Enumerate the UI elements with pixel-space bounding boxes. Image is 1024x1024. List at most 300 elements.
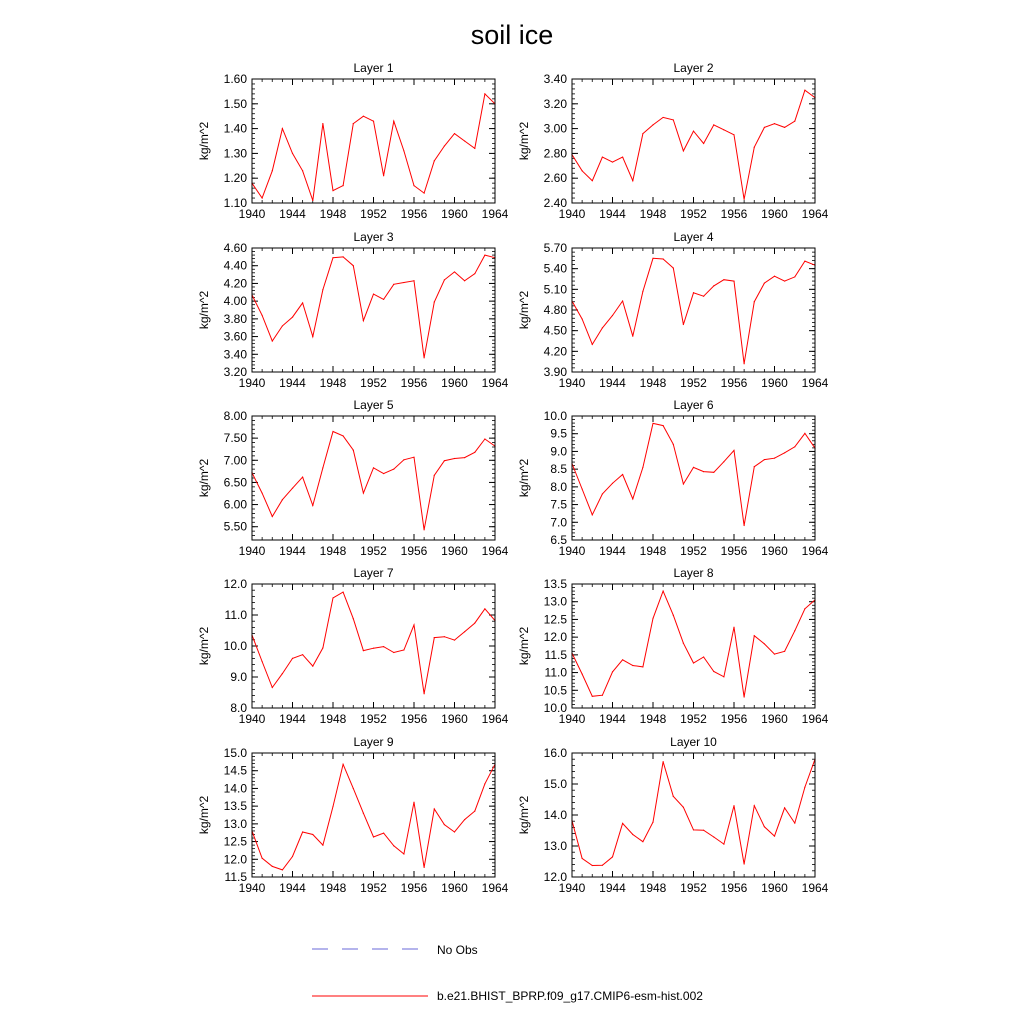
data-point bbox=[642, 666, 643, 667]
y-tick-label: 12.0 bbox=[543, 630, 567, 645]
data-point bbox=[764, 283, 765, 284]
y-tick-label: 16.0 bbox=[543, 746, 567, 760]
data-point bbox=[332, 190, 333, 191]
x-tick-label: 1960 bbox=[441, 544, 468, 558]
y-tick-label: 5.40 bbox=[543, 261, 567, 276]
data-point bbox=[282, 128, 283, 129]
y-tick-label: 2.80 bbox=[543, 146, 567, 161]
data-point bbox=[454, 271, 455, 272]
data-point bbox=[343, 256, 344, 257]
y-tick-label: 4.60 bbox=[223, 241, 247, 255]
data-point bbox=[444, 279, 445, 280]
data-point bbox=[713, 836, 714, 837]
data-point bbox=[693, 467, 694, 468]
y-tick-label: 10.0 bbox=[543, 409, 567, 423]
x-tick-label: 1944 bbox=[279, 712, 306, 726]
x-tick-label: 1948 bbox=[639, 881, 667, 895]
data-point bbox=[663, 590, 664, 591]
data-point bbox=[673, 119, 674, 120]
x-tick-label: 1940 bbox=[558, 376, 586, 390]
data-point bbox=[652, 618, 653, 619]
data-point bbox=[353, 788, 354, 789]
data-point bbox=[343, 185, 344, 186]
data-point bbox=[302, 477, 303, 478]
data-point bbox=[723, 129, 724, 130]
data-point bbox=[794, 630, 795, 631]
data-point bbox=[673, 796, 674, 797]
data-point bbox=[582, 488, 583, 489]
x-tick-label: 1940 bbox=[558, 544, 586, 558]
x-tick-label: 1940 bbox=[238, 881, 266, 895]
x-tick-label: 1964 bbox=[481, 712, 509, 726]
y-axis-label: kg/m^2 bbox=[197, 626, 211, 666]
x-tick-label: 1944 bbox=[599, 712, 626, 726]
data-point bbox=[262, 492, 263, 493]
data-point bbox=[332, 806, 333, 807]
layer-panel-6 bbox=[517, 398, 829, 558]
data-point bbox=[464, 280, 465, 281]
data-point bbox=[622, 300, 623, 301]
data-point bbox=[784, 127, 785, 128]
data-point bbox=[282, 499, 283, 500]
x-tick-label: 1960 bbox=[761, 544, 788, 558]
layer-panel-10 bbox=[517, 735, 829, 895]
data-point bbox=[282, 869, 283, 870]
x-tick-label: 1948 bbox=[319, 712, 347, 726]
y-axis-label: kg/m^2 bbox=[197, 458, 211, 498]
data-point bbox=[292, 856, 293, 857]
data-point bbox=[403, 649, 404, 650]
data-point bbox=[713, 124, 714, 125]
plot-frame bbox=[572, 79, 815, 203]
y-tick-label: 3.20 bbox=[223, 365, 247, 379]
data-point bbox=[632, 336, 633, 337]
data-point bbox=[602, 865, 603, 866]
data-point bbox=[474, 148, 475, 149]
plot-frame bbox=[252, 584, 495, 708]
x-tick-label: 1948 bbox=[319, 207, 347, 221]
plot-frame bbox=[252, 79, 495, 203]
panel-title: Layer 7 bbox=[353, 566, 394, 580]
plot-frame bbox=[252, 416, 495, 540]
series-line bbox=[572, 591, 815, 697]
data-point bbox=[592, 180, 593, 181]
x-tick-label: 1952 bbox=[360, 881, 387, 895]
data-point bbox=[592, 514, 593, 515]
data-point bbox=[282, 325, 283, 326]
data-point bbox=[272, 687, 273, 688]
series-line bbox=[252, 255, 495, 358]
data-point bbox=[592, 696, 593, 697]
data-point bbox=[393, 121, 394, 122]
x-tick-label: 1960 bbox=[441, 207, 468, 221]
x-tick-label: 1948 bbox=[319, 376, 347, 390]
data-point bbox=[272, 340, 273, 341]
data-point bbox=[302, 170, 303, 171]
data-point bbox=[434, 160, 435, 161]
x-tick-label: 1956 bbox=[720, 544, 748, 558]
plot-frame bbox=[572, 416, 815, 540]
data-point bbox=[784, 452, 785, 453]
y-tick-label: 1.10 bbox=[223, 196, 247, 210]
data-point bbox=[774, 458, 775, 459]
data-point bbox=[602, 493, 603, 494]
data-point bbox=[393, 469, 394, 470]
data-point bbox=[464, 140, 465, 141]
panel-title: Layer 8 bbox=[673, 566, 714, 580]
data-point bbox=[302, 302, 303, 303]
data-point bbox=[353, 265, 354, 266]
data-point bbox=[794, 822, 795, 823]
data-point bbox=[784, 280, 785, 281]
data-point bbox=[642, 467, 643, 468]
data-point bbox=[413, 624, 414, 625]
data-point bbox=[794, 446, 795, 447]
data-point bbox=[373, 293, 374, 294]
data-point bbox=[703, 143, 704, 144]
data-point bbox=[754, 466, 755, 467]
data-point bbox=[693, 292, 694, 293]
y-tick-label: 3.90 bbox=[543, 365, 567, 379]
data-point bbox=[693, 829, 694, 830]
x-tick-label: 1940 bbox=[558, 881, 586, 895]
data-point bbox=[673, 267, 674, 268]
data-point bbox=[302, 654, 303, 655]
data-point bbox=[723, 676, 724, 677]
data-point bbox=[612, 671, 613, 672]
series-line bbox=[572, 90, 815, 199]
data-point bbox=[393, 845, 394, 846]
data-point bbox=[754, 147, 755, 148]
data-point bbox=[582, 170, 583, 171]
data-point bbox=[693, 662, 694, 663]
data-point bbox=[804, 90, 805, 91]
data-point bbox=[383, 299, 384, 300]
data-point bbox=[413, 457, 414, 458]
data-point bbox=[622, 474, 623, 475]
data-point bbox=[322, 289, 323, 290]
y-tick-label: 8.5 bbox=[550, 462, 567, 477]
data-point bbox=[383, 646, 384, 647]
data-point bbox=[474, 811, 475, 812]
y-tick-label: 15.0 bbox=[223, 746, 247, 760]
data-point bbox=[484, 608, 485, 609]
data-point bbox=[444, 145, 445, 146]
data-point bbox=[454, 640, 455, 641]
y-tick-label: 4.20 bbox=[543, 344, 567, 359]
data-point bbox=[774, 835, 775, 836]
legend-label-no-obs: No Obs bbox=[437, 943, 478, 957]
x-tick-label: 1952 bbox=[680, 376, 707, 390]
data-point bbox=[353, 618, 354, 619]
series-line bbox=[572, 258, 815, 363]
y-tick-label: 12.5 bbox=[223, 834, 247, 849]
data-point bbox=[744, 863, 745, 864]
data-point bbox=[673, 615, 674, 616]
x-tick-label: 1944 bbox=[279, 207, 306, 221]
y-tick-label: 12.0 bbox=[223, 852, 247, 867]
y-axis-label: kg/m^2 bbox=[517, 290, 531, 330]
x-tick-label: 1952 bbox=[680, 712, 707, 726]
data-point bbox=[764, 127, 765, 128]
data-point bbox=[292, 153, 293, 154]
panel-title: Layer 9 bbox=[353, 735, 394, 749]
data-point bbox=[262, 197, 263, 198]
x-tick-label: 1960 bbox=[441, 712, 468, 726]
data-point bbox=[332, 597, 333, 598]
data-point bbox=[444, 824, 445, 825]
data-point bbox=[652, 822, 653, 823]
data-point bbox=[642, 291, 643, 292]
data-point bbox=[322, 647, 323, 648]
data-point bbox=[713, 472, 714, 473]
data-point bbox=[733, 805, 734, 806]
data-point bbox=[723, 461, 724, 462]
y-tick-label: 2.60 bbox=[543, 171, 567, 186]
x-tick-label: 1956 bbox=[720, 881, 748, 895]
data-point bbox=[754, 301, 755, 302]
x-tick-label: 1944 bbox=[599, 544, 626, 558]
data-point bbox=[612, 483, 613, 484]
y-tick-label: 12.0 bbox=[543, 870, 567, 884]
data-point bbox=[683, 483, 684, 484]
data-point bbox=[804, 260, 805, 261]
x-tick-label: 1948 bbox=[639, 544, 667, 558]
y-tick-label: 10.5 bbox=[543, 683, 567, 698]
y-tick-label: 11.5 bbox=[224, 870, 247, 884]
y-tick-label: 13.0 bbox=[223, 816, 247, 831]
x-tick-label: 1956 bbox=[720, 712, 748, 726]
x-tick-label: 1956 bbox=[400, 544, 428, 558]
data-point bbox=[622, 659, 623, 660]
x-tick-label: 1944 bbox=[279, 544, 306, 558]
data-point bbox=[632, 834, 633, 835]
data-point bbox=[292, 316, 293, 317]
x-tick-label: 1944 bbox=[599, 376, 626, 390]
panel-title: Layer 2 bbox=[673, 61, 714, 75]
y-tick-label: 7.00 bbox=[223, 453, 247, 468]
y-tick-label: 3.20 bbox=[543, 96, 567, 111]
data-point bbox=[424, 693, 425, 694]
y-tick-label: 8.0 bbox=[230, 701, 247, 715]
y-tick-label: 2.40 bbox=[543, 196, 567, 210]
data-point bbox=[363, 650, 364, 651]
y-axis-label: kg/m^2 bbox=[197, 290, 211, 330]
data-point bbox=[383, 175, 384, 176]
data-point bbox=[312, 200, 313, 201]
data-point bbox=[683, 643, 684, 644]
data-point bbox=[272, 866, 273, 867]
data-point bbox=[322, 467, 323, 468]
series-line bbox=[252, 94, 495, 201]
data-point bbox=[622, 823, 623, 824]
data-point bbox=[582, 858, 583, 859]
data-point bbox=[764, 643, 765, 644]
layer-panel-2 bbox=[517, 61, 829, 221]
y-tick-label: 8.0 bbox=[550, 479, 567, 494]
data-point bbox=[663, 117, 664, 118]
panel-title: Layer 6 bbox=[673, 398, 714, 412]
data-point bbox=[582, 673, 583, 674]
data-point bbox=[484, 438, 485, 439]
y-tick-label: 11.0 bbox=[224, 608, 247, 622]
data-point bbox=[582, 318, 583, 319]
layer-panel-8 bbox=[517, 566, 829, 726]
data-point bbox=[663, 258, 664, 259]
series-line bbox=[252, 432, 495, 530]
panel-title: Layer 5 bbox=[353, 398, 394, 412]
x-tick-label: 1952 bbox=[360, 376, 387, 390]
data-point bbox=[804, 608, 805, 609]
y-tick-label: 15.0 bbox=[543, 777, 567, 791]
x-tick-label: 1964 bbox=[801, 376, 829, 390]
x-tick-label: 1940 bbox=[238, 544, 266, 558]
plot-frame bbox=[252, 248, 495, 372]
panel-title: Layer 1 bbox=[353, 61, 394, 75]
legend-label-model-run: b.e21.BHIST_BPRP.f09_g17.CMIP6-esm-hist.002 bbox=[437, 989, 703, 1003]
data-point bbox=[424, 192, 425, 193]
data-point bbox=[754, 805, 755, 806]
y-tick-label: 5.70 bbox=[543, 241, 567, 255]
data-point bbox=[703, 656, 704, 657]
data-point bbox=[343, 591, 344, 592]
data-point bbox=[774, 654, 775, 655]
x-tick-label: 1960 bbox=[761, 376, 788, 390]
y-tick-label: 4.80 bbox=[543, 303, 567, 317]
y-axis-label: kg/m^2 bbox=[197, 121, 211, 161]
data-point bbox=[744, 199, 745, 200]
data-point bbox=[632, 498, 633, 499]
layer-panel-7 bbox=[197, 566, 509, 726]
y-tick-label: 3.00 bbox=[543, 121, 567, 136]
series-line bbox=[572, 423, 815, 525]
data-point bbox=[424, 867, 425, 868]
data-point bbox=[652, 258, 653, 259]
data-point bbox=[612, 161, 613, 162]
figure-title: soil ice bbox=[470, 20, 554, 50]
x-tick-label: 1940 bbox=[238, 376, 266, 390]
data-point bbox=[804, 433, 805, 434]
data-point bbox=[332, 431, 333, 432]
y-tick-label: 4.40 bbox=[223, 258, 247, 273]
data-point bbox=[602, 157, 603, 158]
y-tick-label: 9.5 bbox=[550, 426, 567, 441]
data-point bbox=[754, 635, 755, 636]
y-tick-label: 1.20 bbox=[223, 171, 247, 186]
data-point bbox=[774, 123, 775, 124]
data-point bbox=[383, 832, 384, 833]
data-point bbox=[703, 471, 704, 472]
series-line bbox=[572, 759, 815, 865]
x-tick-label: 1960 bbox=[441, 376, 468, 390]
data-point bbox=[353, 123, 354, 124]
x-tick-label: 1956 bbox=[400, 376, 428, 390]
data-point bbox=[663, 425, 664, 426]
x-tick-label: 1944 bbox=[279, 376, 306, 390]
y-tick-label: 4.50 bbox=[543, 323, 567, 338]
x-tick-label: 1940 bbox=[558, 207, 586, 221]
x-tick-label: 1956 bbox=[400, 207, 428, 221]
data-point bbox=[683, 150, 684, 151]
x-tick-label: 1948 bbox=[639, 712, 667, 726]
x-tick-label: 1944 bbox=[599, 207, 626, 221]
y-tick-label: 4.00 bbox=[223, 294, 247, 309]
series-line bbox=[252, 592, 495, 694]
data-point bbox=[744, 363, 745, 364]
data-point bbox=[403, 459, 404, 460]
data-point bbox=[733, 450, 734, 451]
data-point bbox=[713, 671, 714, 672]
x-tick-label: 1948 bbox=[639, 207, 667, 221]
y-tick-label: 6.5 bbox=[550, 533, 567, 547]
data-point bbox=[262, 315, 263, 316]
layer-panel-3 bbox=[197, 230, 509, 390]
data-point bbox=[424, 357, 425, 358]
y-axis-label: kg/m^2 bbox=[517, 458, 531, 498]
data-point bbox=[673, 444, 674, 445]
data-point bbox=[444, 460, 445, 461]
data-point bbox=[454, 458, 455, 459]
data-point bbox=[444, 636, 445, 637]
x-tick-label: 1952 bbox=[680, 881, 707, 895]
y-tick-label: 5.10 bbox=[543, 282, 567, 297]
data-point bbox=[322, 845, 323, 846]
data-point bbox=[272, 170, 273, 171]
y-tick-label: 14.0 bbox=[543, 808, 567, 822]
data-point bbox=[622, 157, 623, 158]
y-tick-label: 10.0 bbox=[543, 701, 567, 715]
data-point bbox=[733, 134, 734, 135]
x-tick-label: 1964 bbox=[801, 544, 829, 558]
x-tick-label: 1952 bbox=[680, 207, 707, 221]
x-tick-label: 1960 bbox=[761, 712, 788, 726]
data-point bbox=[784, 651, 785, 652]
y-tick-label: 7.0 bbox=[550, 515, 567, 530]
x-tick-label: 1964 bbox=[801, 712, 829, 726]
data-point bbox=[434, 808, 435, 809]
x-tick-label: 1952 bbox=[360, 712, 387, 726]
x-tick-label: 1952 bbox=[680, 544, 707, 558]
y-tick-label: 13.0 bbox=[543, 594, 567, 609]
y-tick-label: 1.60 bbox=[223, 72, 247, 86]
data-point bbox=[322, 123, 323, 124]
x-tick-label: 1940 bbox=[238, 712, 266, 726]
data-point bbox=[764, 826, 765, 827]
panel-title: Layer 3 bbox=[353, 230, 394, 244]
data-point bbox=[592, 865, 593, 866]
data-point bbox=[464, 631, 465, 632]
x-tick-label: 1960 bbox=[441, 881, 468, 895]
data-point bbox=[272, 516, 273, 517]
data-point bbox=[312, 666, 313, 667]
x-tick-label: 1960 bbox=[761, 207, 788, 221]
data-point bbox=[383, 473, 384, 474]
data-point bbox=[774, 276, 775, 277]
y-tick-label: 14.0 bbox=[223, 781, 247, 796]
data-point bbox=[713, 285, 714, 286]
data-point bbox=[592, 344, 593, 345]
data-point bbox=[733, 627, 734, 628]
x-tick-label: 1952 bbox=[360, 207, 387, 221]
x-tick-label: 1964 bbox=[481, 376, 509, 390]
data-point bbox=[454, 133, 455, 134]
y-tick-label: 4.20 bbox=[223, 276, 247, 291]
data-point bbox=[413, 185, 414, 186]
data-point bbox=[632, 665, 633, 666]
data-point bbox=[424, 529, 425, 530]
data-point bbox=[403, 853, 404, 854]
data-point bbox=[464, 819, 465, 820]
